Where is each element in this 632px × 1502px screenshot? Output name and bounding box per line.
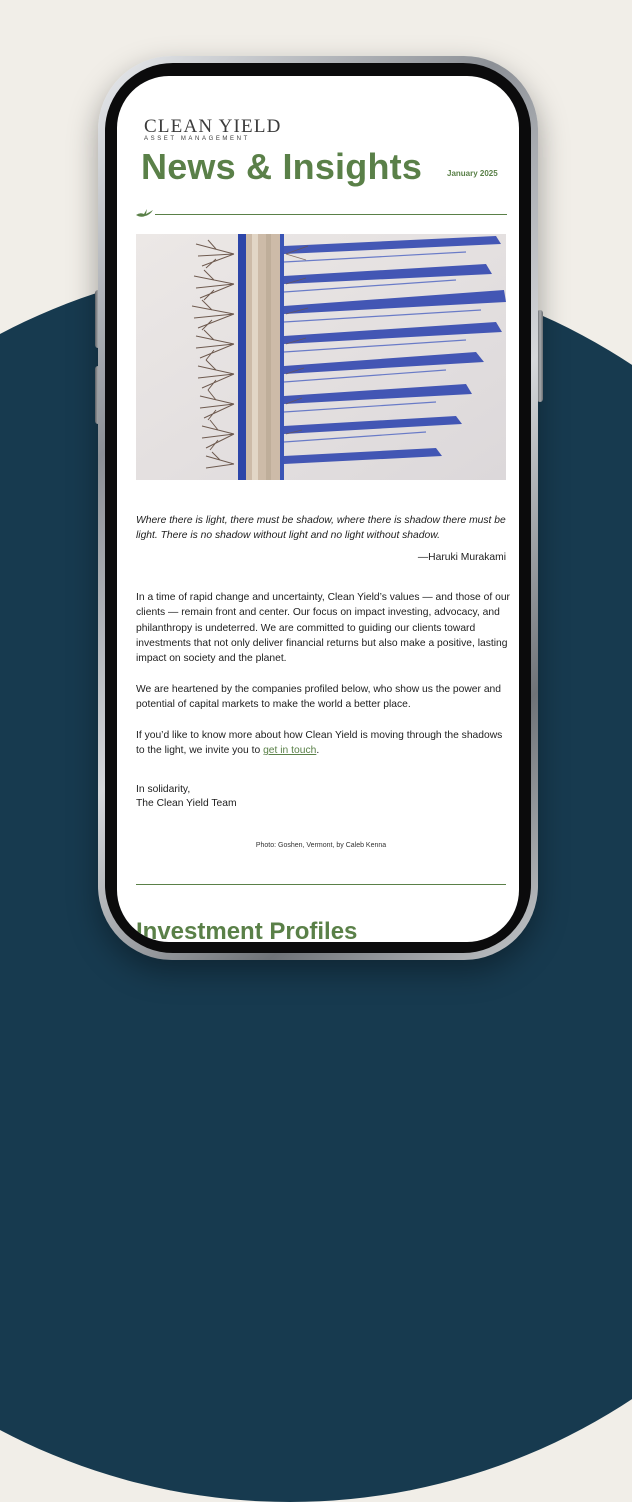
section-divider — [136, 884, 506, 885]
body-paragraph-1: In a time of rapid change and uncertainty, Clean Yield’s values — and those of our clients — remain front and center. Our focus on impact investing, advocacy, and philanthropy is undeterred. We are committed to guiding our clients toward investments that not only deliver financial returns but also make a positive, lasting impact on society and the planet. — [136, 592, 510, 665]
divider-line — [155, 214, 507, 215]
brand-logo-subtitle: ASSET MANAGEMENT — [144, 136, 250, 142]
aerial-trees-shadows-photo — [136, 234, 506, 480]
bird-icon — [135, 206, 155, 220]
signature: The Clean Yield Team — [136, 798, 237, 809]
body-paragraph-2: We are heartened by the companies profiled below, who show us the power and potential of capital markets to make the world a better place. — [136, 684, 502, 711]
quote-text: Where there is light, there must be shadow, where there is shadow there must be light. There is no shadow without light and no light without shadow. — [136, 515, 506, 541]
phone-screen[interactable] — [117, 76, 519, 942]
brand-logo-name: CLEAN YIELD — [144, 116, 282, 137]
quote-attribution: —Haruki Murakami — [417, 552, 506, 563]
get-in-touch-link[interactable]: get in touch — [263, 745, 317, 757]
issue-date: January 2025 — [447, 169, 498, 178]
signoff: In solidarity, — [136, 784, 191, 795]
section-title: Investment Profiles — [136, 918, 358, 942]
page-title: News & Insights — [141, 146, 423, 187]
body-paragraph-3 — [136, 728, 510, 759]
header-divider — [135, 206, 505, 220]
paragraph-3-end: . — [316, 745, 320, 757]
photo-caption: Photo: Goshen, Vermont, by Caleb Kenna — [255, 842, 387, 849]
paragraph-3-text: If you’d like to know more about how Clean Yield is moving through the shadows to the light, we invite you to — [136, 730, 503, 757]
